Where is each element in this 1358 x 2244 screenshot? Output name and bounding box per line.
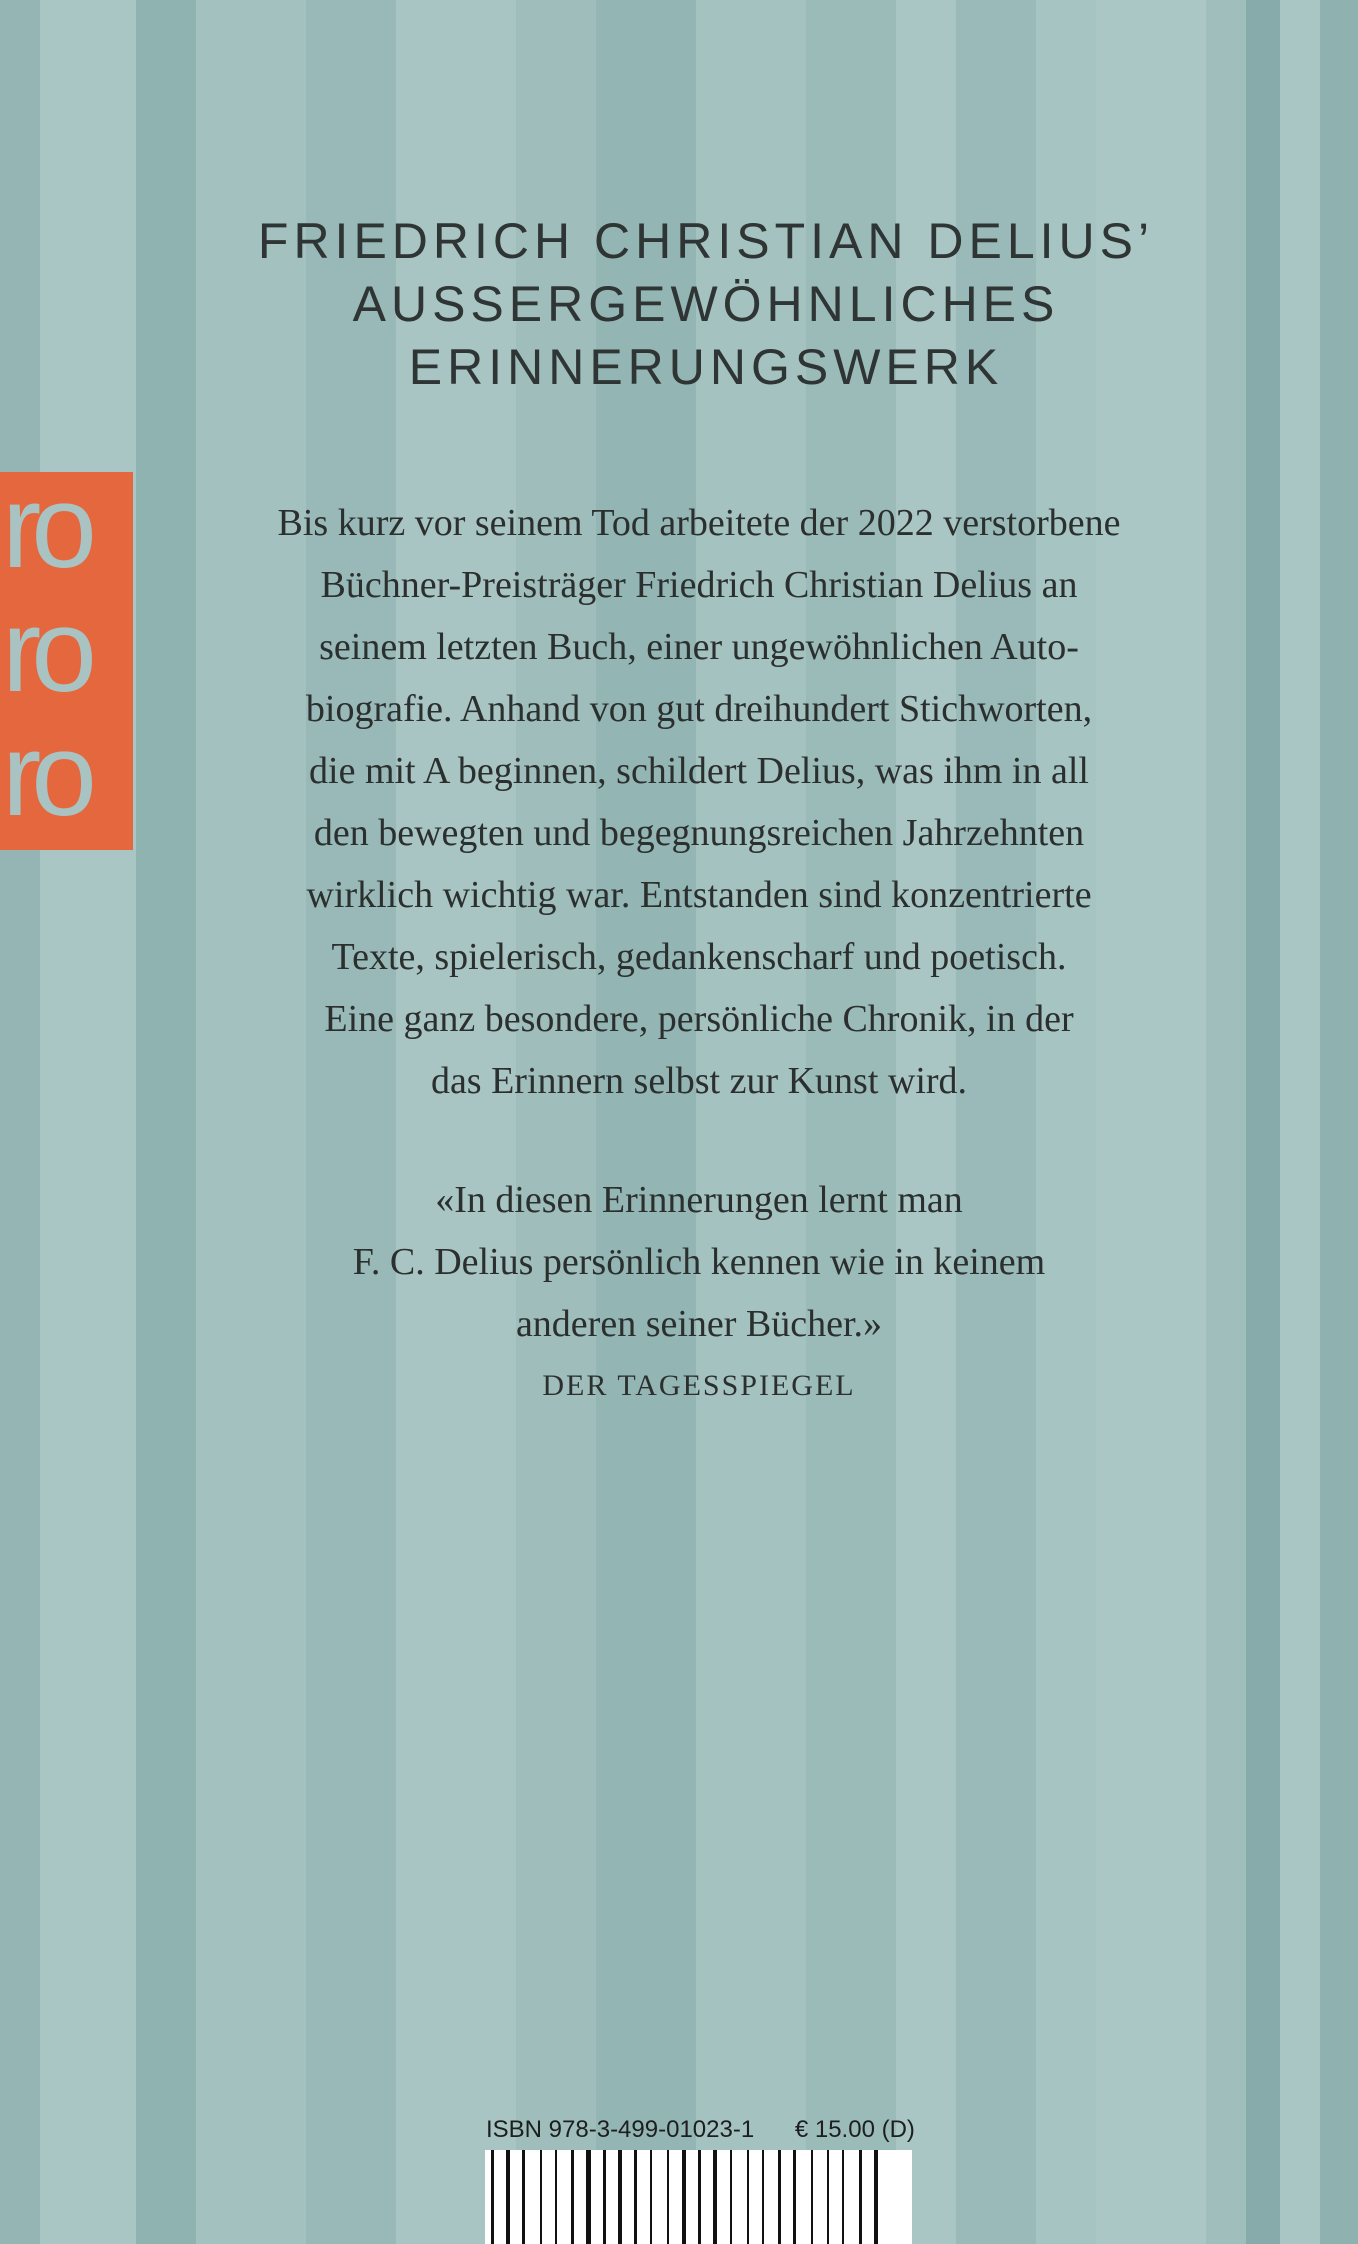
isbn: ISBN 978-3-499-01023-1 xyxy=(486,2116,755,2143)
barcode-bar xyxy=(842,2150,844,2244)
barcode-bar xyxy=(506,2150,510,2244)
headline-line: AUSSERGEWÖHNLICHES xyxy=(352,276,1060,332)
quote-source: DER TAGESSPIEGEL xyxy=(542,1369,856,1402)
isbn-price-row xyxy=(486,2116,916,2144)
headline-line: FRIEDRICH CHRISTIAN DELIUS’ xyxy=(257,213,1155,269)
blurb-line: Büchner-Preisträger Friedrich Christian Delius an xyxy=(320,564,1078,606)
blurb-text xyxy=(0,492,1358,1112)
barcode-bar xyxy=(555,2150,557,2244)
logo-line: ro xyxy=(2,585,87,717)
blurb-line: wirklich wichtig war. Entstanden sind konzentrierte xyxy=(306,874,1092,916)
barcode-bar xyxy=(713,2150,717,2244)
headline-line: ERINNERUNGSWERK xyxy=(408,339,1004,395)
barcode-bar xyxy=(811,2150,813,2244)
barcode-bar xyxy=(540,2150,542,2244)
barcode-bar xyxy=(667,2150,669,2244)
price: € 15.00 (D) xyxy=(794,2116,915,2143)
barcode-bar xyxy=(586,2150,591,2244)
barcode-bar xyxy=(618,2150,622,2244)
barcode-bar xyxy=(778,2150,781,2244)
barcode-bar xyxy=(698,2150,701,2244)
barcode-bar xyxy=(859,2150,862,2244)
barcode-bar xyxy=(650,2150,652,2244)
quote-line: F. C. Delius persönlich kennen wie in keinem xyxy=(352,1241,1046,1283)
barcode-bar xyxy=(491,2150,494,2244)
blurb-line: Bis kurz vor seinem Tod arbeitete der 2022 verstorbene xyxy=(277,502,1121,544)
barcode-bar xyxy=(571,2150,574,2244)
blurb-line: seinem letzten Buch, einer ungewöhnlichen Auto- xyxy=(319,626,1079,668)
blurb-line: biografie. Anhand von gut dreihundert Stichworten, xyxy=(305,688,1093,730)
barcode-bar xyxy=(762,2150,764,2244)
barcode-bar xyxy=(874,2150,878,2244)
quote-line: anderen seiner Bücher.» xyxy=(515,1303,883,1345)
press-quote xyxy=(0,1169,1358,1417)
blurb-line: Texte, spielerisch, gedankenscharf und poetisch. xyxy=(331,936,1067,978)
quote-line: «In diesen Erinnerungen lernt man xyxy=(435,1179,963,1221)
blurb-line: den bewegten und begegnungsreichen Jahrzehnten xyxy=(313,812,1085,854)
blurb-line: Eine ganz besondere, persönliche Chronik, in der xyxy=(324,998,1074,1040)
barcode xyxy=(485,2150,912,2244)
barcode-bar xyxy=(634,2150,637,2244)
barcode-bar xyxy=(730,2150,732,2244)
barcode-bar xyxy=(682,2150,686,2244)
logo-line: ro xyxy=(2,472,87,593)
logo-line: ro xyxy=(2,709,87,841)
barcode-bar xyxy=(522,2150,525,2244)
blurb-line: die mit A beginnen, schildert Delius, was ihm in all xyxy=(309,750,1089,792)
barcode-bar xyxy=(827,2150,829,2244)
barcode-bar xyxy=(747,2150,749,2244)
headline xyxy=(0,210,1358,399)
barcode-bar xyxy=(793,2150,796,2244)
barcode-bar xyxy=(603,2150,606,2244)
blurb-line: das Erinnern selbst zur Kunst wird. xyxy=(430,1060,968,1102)
